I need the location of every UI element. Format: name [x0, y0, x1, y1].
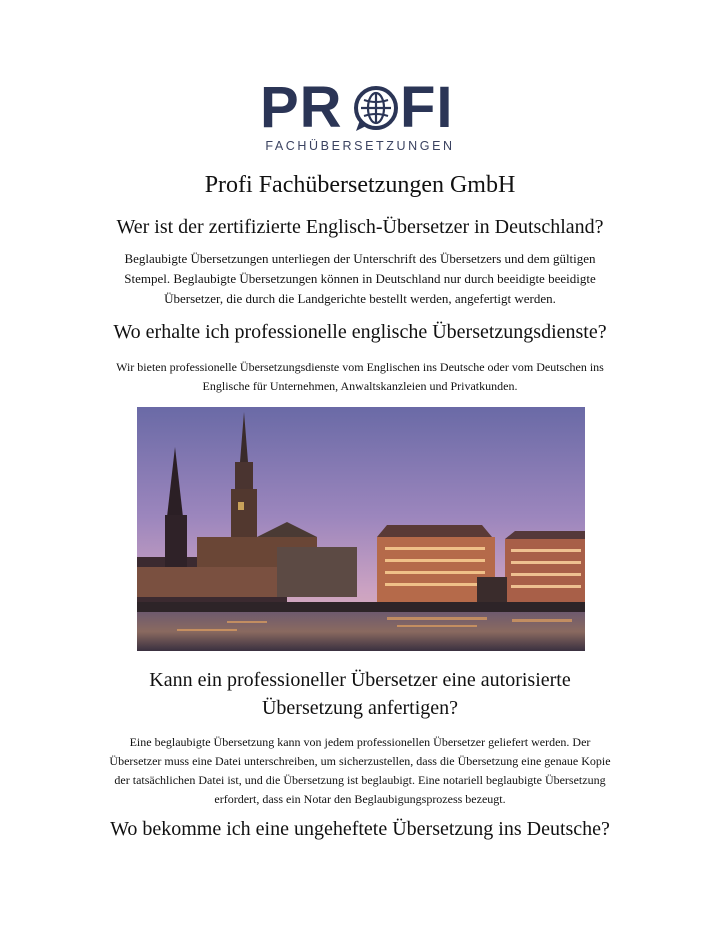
section-2-line-1: Wir bieten professionelle Übersetzungsdienste vom Englischen ins Deutsche oder vom Deutschen ins [116, 360, 604, 374]
section-3-paragraph [40, 733, 680, 809]
company-logo [258, 75, 462, 158]
hamburg-skyline-image [137, 407, 585, 651]
section-2-title: Wo erhalte ich professionelle englische Übersetzungsdienste? [113, 321, 607, 343]
section-1-title: Wer ist der zertifizierte Englisch-Übersetzer in Deutschland? [116, 216, 604, 238]
section-1-paragraph [60, 249, 660, 309]
section-1-line-3: Übersetzer, die durch die Landgerichte bestellt werden, angefertigt werden. [164, 291, 556, 306]
section-3-title-line-1: Kann ein professioneller Übersetzer eine autorisierte [149, 669, 571, 691]
section-1-line-1: Beglaubigte Übersetzungen unterliegen der Unterschrift des Übersetzers und dem gültigen [124, 251, 596, 266]
globe-speech-icon [351, 84, 401, 134]
section-3-line-1: Eine beglaubigte Übersetzung kann von jedem professionellen Übersetzer geliefert werden. Der [129, 735, 591, 749]
section-4-title: Wo bekomme ich eine ungeheftete Übersetzung ins Deutsche? [110, 818, 610, 840]
city-skyline-photo [137, 407, 585, 651]
section-2-paragraph [40, 358, 680, 396]
section-3-line-3: der tatsächlichen Datei ist, und die Übersetzung ist beglaubigt. Eine notariell beglaubigte Übersetzung [114, 773, 606, 787]
logo-word-left: PR [260, 75, 343, 140]
section-1-line-2: Stempel. Beglaubigte Übersetzungen können in Deutschland nur durch beeidigte beeidigte [124, 271, 596, 286]
section-3-title-line-2: Übersetzung anfertigen? [261, 697, 458, 719]
section-3-line-2: Übersetzer muss eine Datei unterschreiben, um sicherzustellen, dass die Übersetzung eine genaue Kopie [109, 754, 611, 768]
page-title: Profi Fachübersetzungen GmbH [204, 172, 516, 198]
logo-subtitle: FACHÜBERSETZUNGEN [265, 139, 455, 153]
section-3-title [40, 666, 680, 722]
logo-word-right: FI [400, 75, 454, 140]
section-2-line-2: Englische für Unternehmen, Anwaltskanzleien und Privatkunden. [202, 379, 518, 393]
section-3-line-4: erfordert, dass ein Notar den Beglaubigungsprozess bezeugt. [214, 792, 506, 806]
